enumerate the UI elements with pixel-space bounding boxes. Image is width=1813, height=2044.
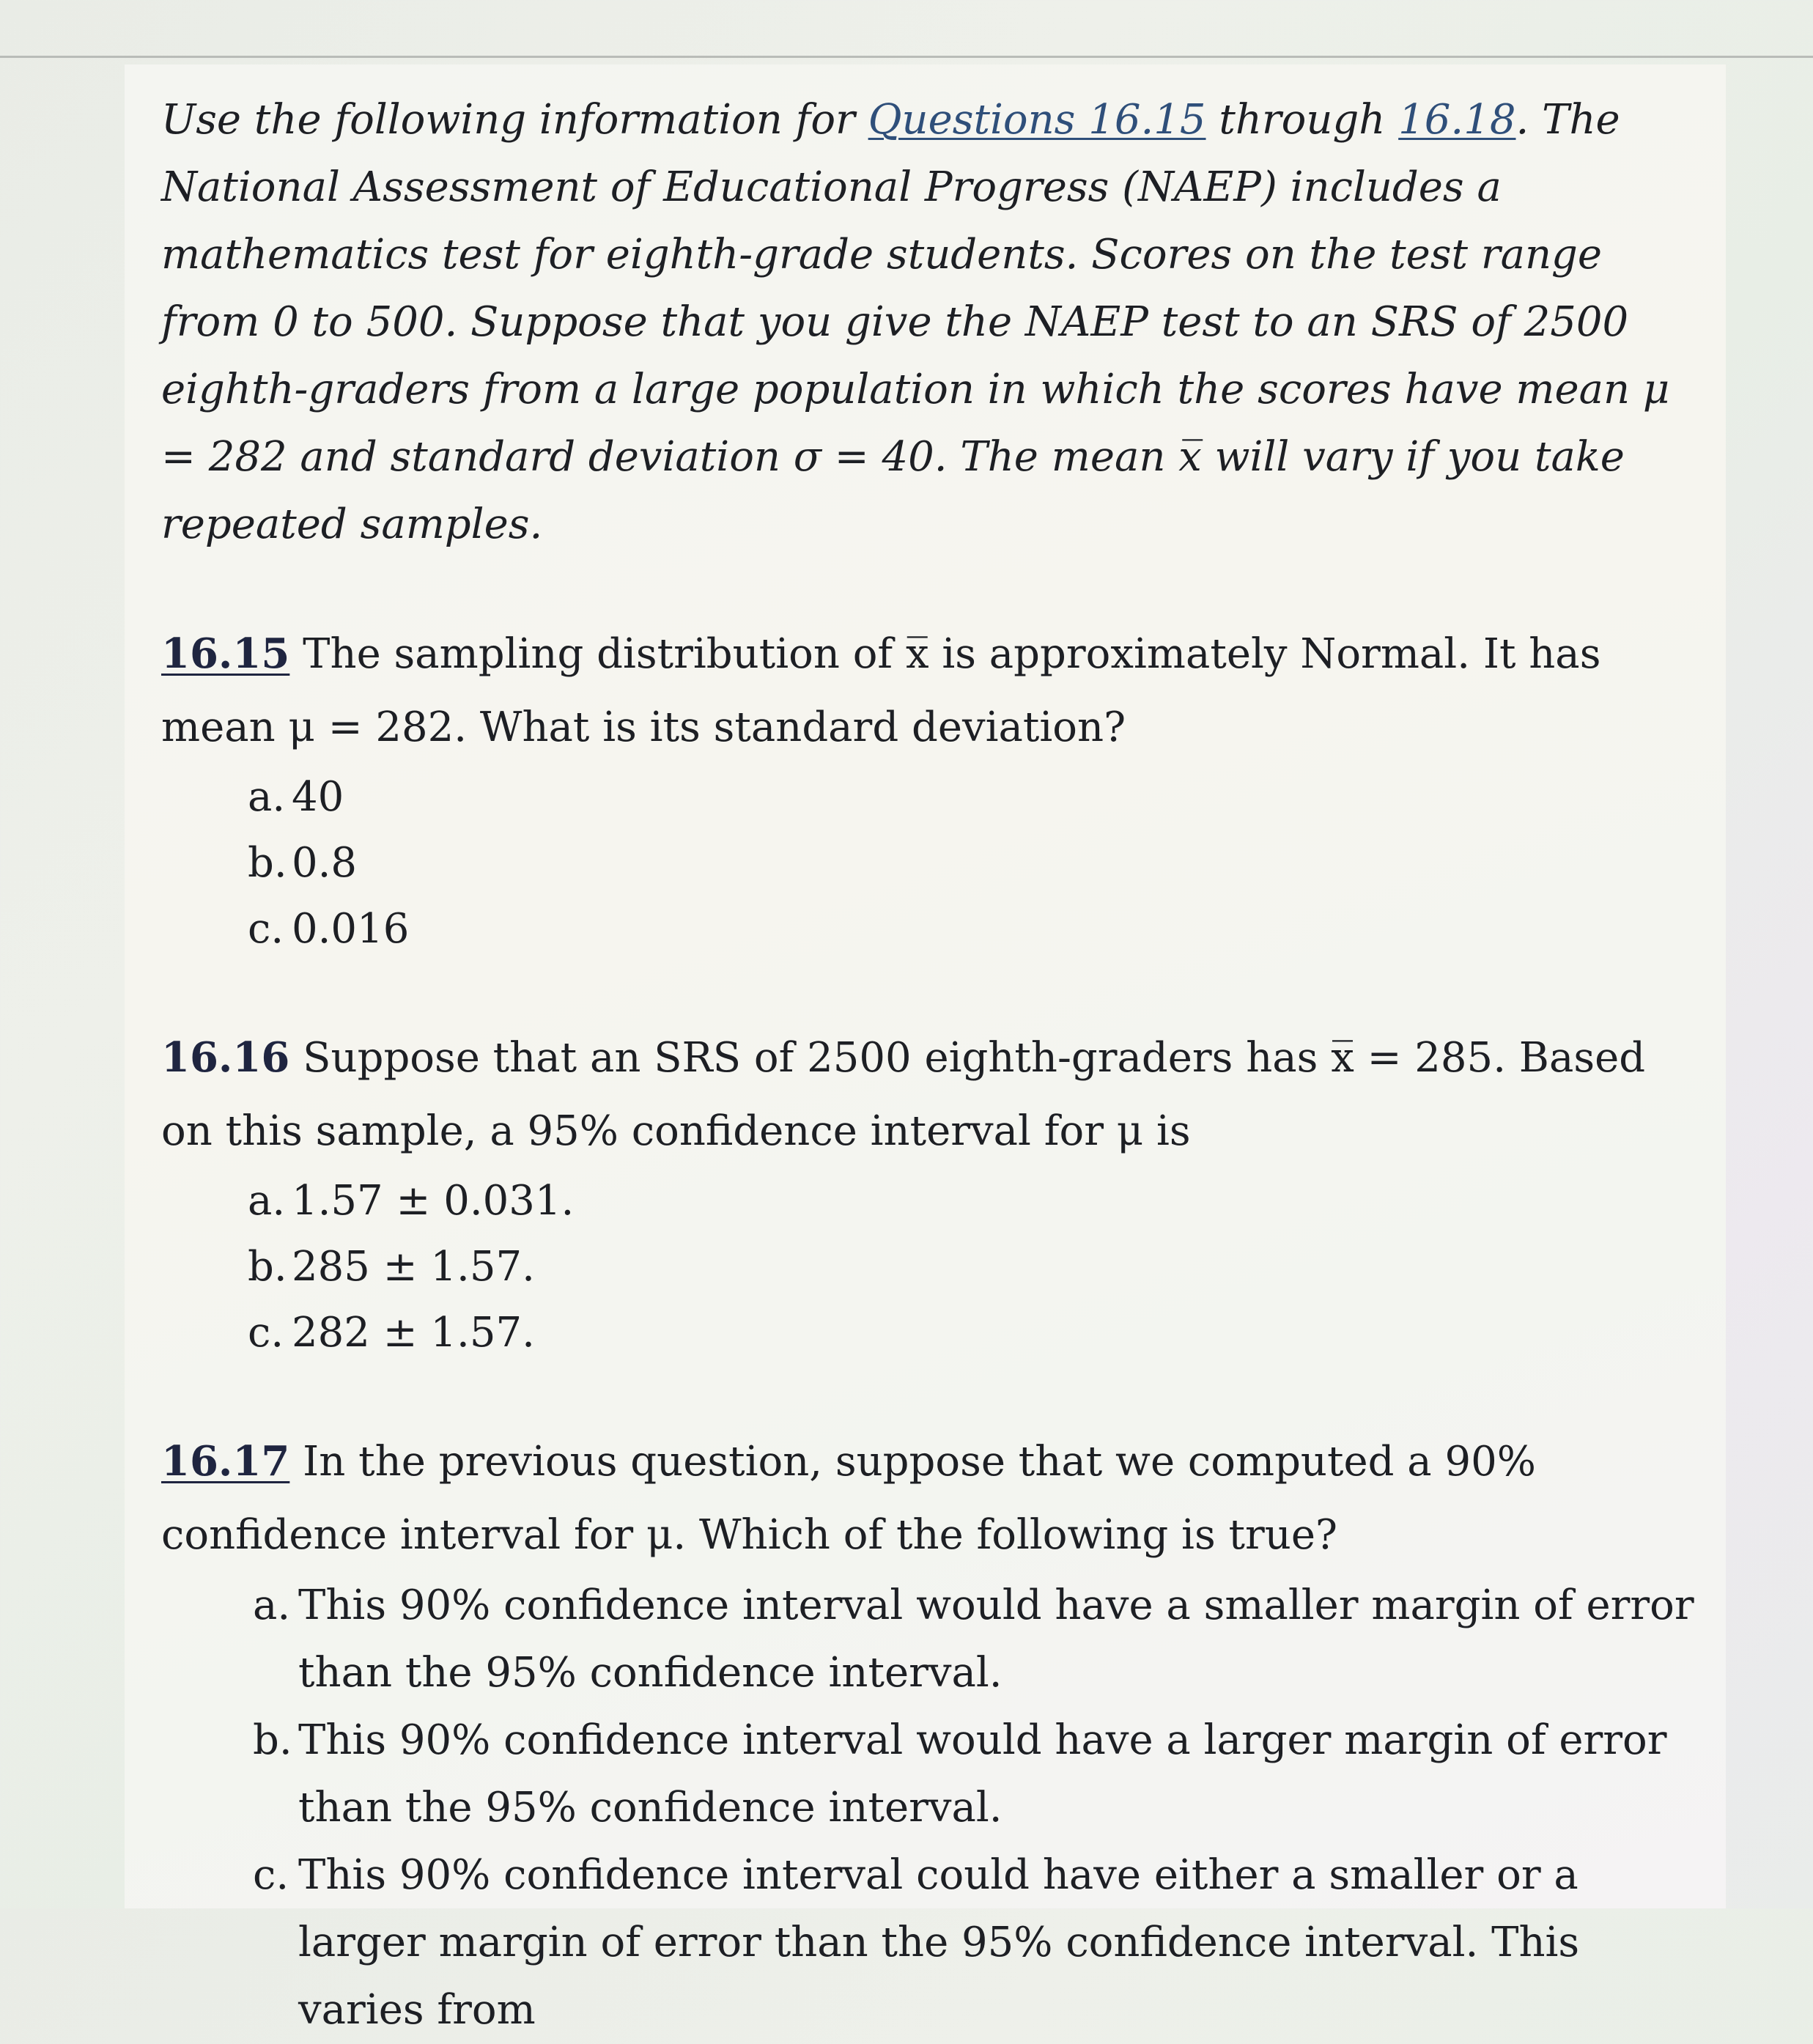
question-16-15 [161,617,1700,962]
option-letter: c. [248,905,284,953]
intro-text-1: Use the following information for [161,96,868,144]
option-text: 285 ± 1.57. [292,1243,535,1291]
question-number: 16.16 [161,1033,290,1082]
option-text: This 90% confidence interval would have a larger margin of error than the 95% confidence interval. [298,1716,1667,1831]
option-letter: b. [248,839,287,887]
answer-option [248,1300,1699,1366]
option-text: This 90% confidence interval could have either a smaller or a larger margin of error than the 95% confidence interval. This varies from [298,1851,1580,2034]
answer-option [248,896,1699,962]
option-text: 1.57 ± 0.031. [292,1177,575,1225]
answer-options [161,1572,1700,2044]
answer-option [253,1572,1704,1707]
option-letter: a. [253,1582,291,1629]
answer-option [248,1234,1699,1300]
answer-option [248,830,1699,896]
option-text: 40 [292,773,344,821]
answer-options [161,764,1700,962]
option-text: 282 ± 1.57. [292,1309,535,1357]
question-16-16 [161,1021,1700,1366]
answer-option [248,764,1699,830]
intro-text-2: through [1205,96,1399,144]
option-letter: b. [248,1243,287,1291]
answer-option [248,1168,1699,1234]
textbook-page [125,64,1726,2034]
option-text: 0.016 [292,905,410,953]
question-text: In the previous question, suppose that we computed a 90% confidence interval for μ. Which of the following is true? [161,1438,1536,1559]
option-letter: c. [253,1851,289,1899]
option-letter: b. [253,1716,292,1764]
question-stem [161,1425,1700,1572]
intro-paragraph [161,86,1700,558]
question-stem [161,1021,1700,1168]
answer-option [253,1707,1704,1842]
questions-link-16-15[interactable]: Questions 16.15 [868,96,1206,144]
answer-option [253,1842,1704,2044]
question-text: The sampling distribution of x̅ is approximately Normal. It has mean μ = 282. What is its standard deviation? [161,630,1601,751]
question-number-link[interactable]: 16.17 [161,1437,290,1486]
top-divider [0,56,1813,58]
answer-options [161,1168,1700,1366]
option-text: This 90% confidence interval would have a smaller margin of error than the 95% confidence interval. [298,1582,1694,1697]
question-number-link[interactable]: 16.15 [161,630,290,678]
intro-text-3: . The National Assessment of Educational Progress (NAEP) includes a mathematics test for eighth-grade students. Scores on the test range from 0 to 500. Suppose that you give the NAEP test to an SRS of 2500 eighth-graders from a large population in which the scores have mean μ = 282 and standard deviation σ = 40. The mean x̅ will vary if you take repeated samples. [161,96,1670,548]
option-letter: a. [248,773,286,821]
questions-link-16-18[interactable]: 16.18 [1398,96,1516,144]
question-text: Suppose that an SRS of 2500 eighth-graders has x̅ = 285. Based on this sample, a 95% confidence interval for μ is [161,1034,1646,1155]
option-text: 0.8 [292,839,358,887]
question-16-17 [161,1425,1700,2044]
option-letter: a. [248,1177,286,1225]
question-stem [161,617,1700,764]
page-content [161,86,1715,2044]
option-letter: c. [248,1309,284,1357]
